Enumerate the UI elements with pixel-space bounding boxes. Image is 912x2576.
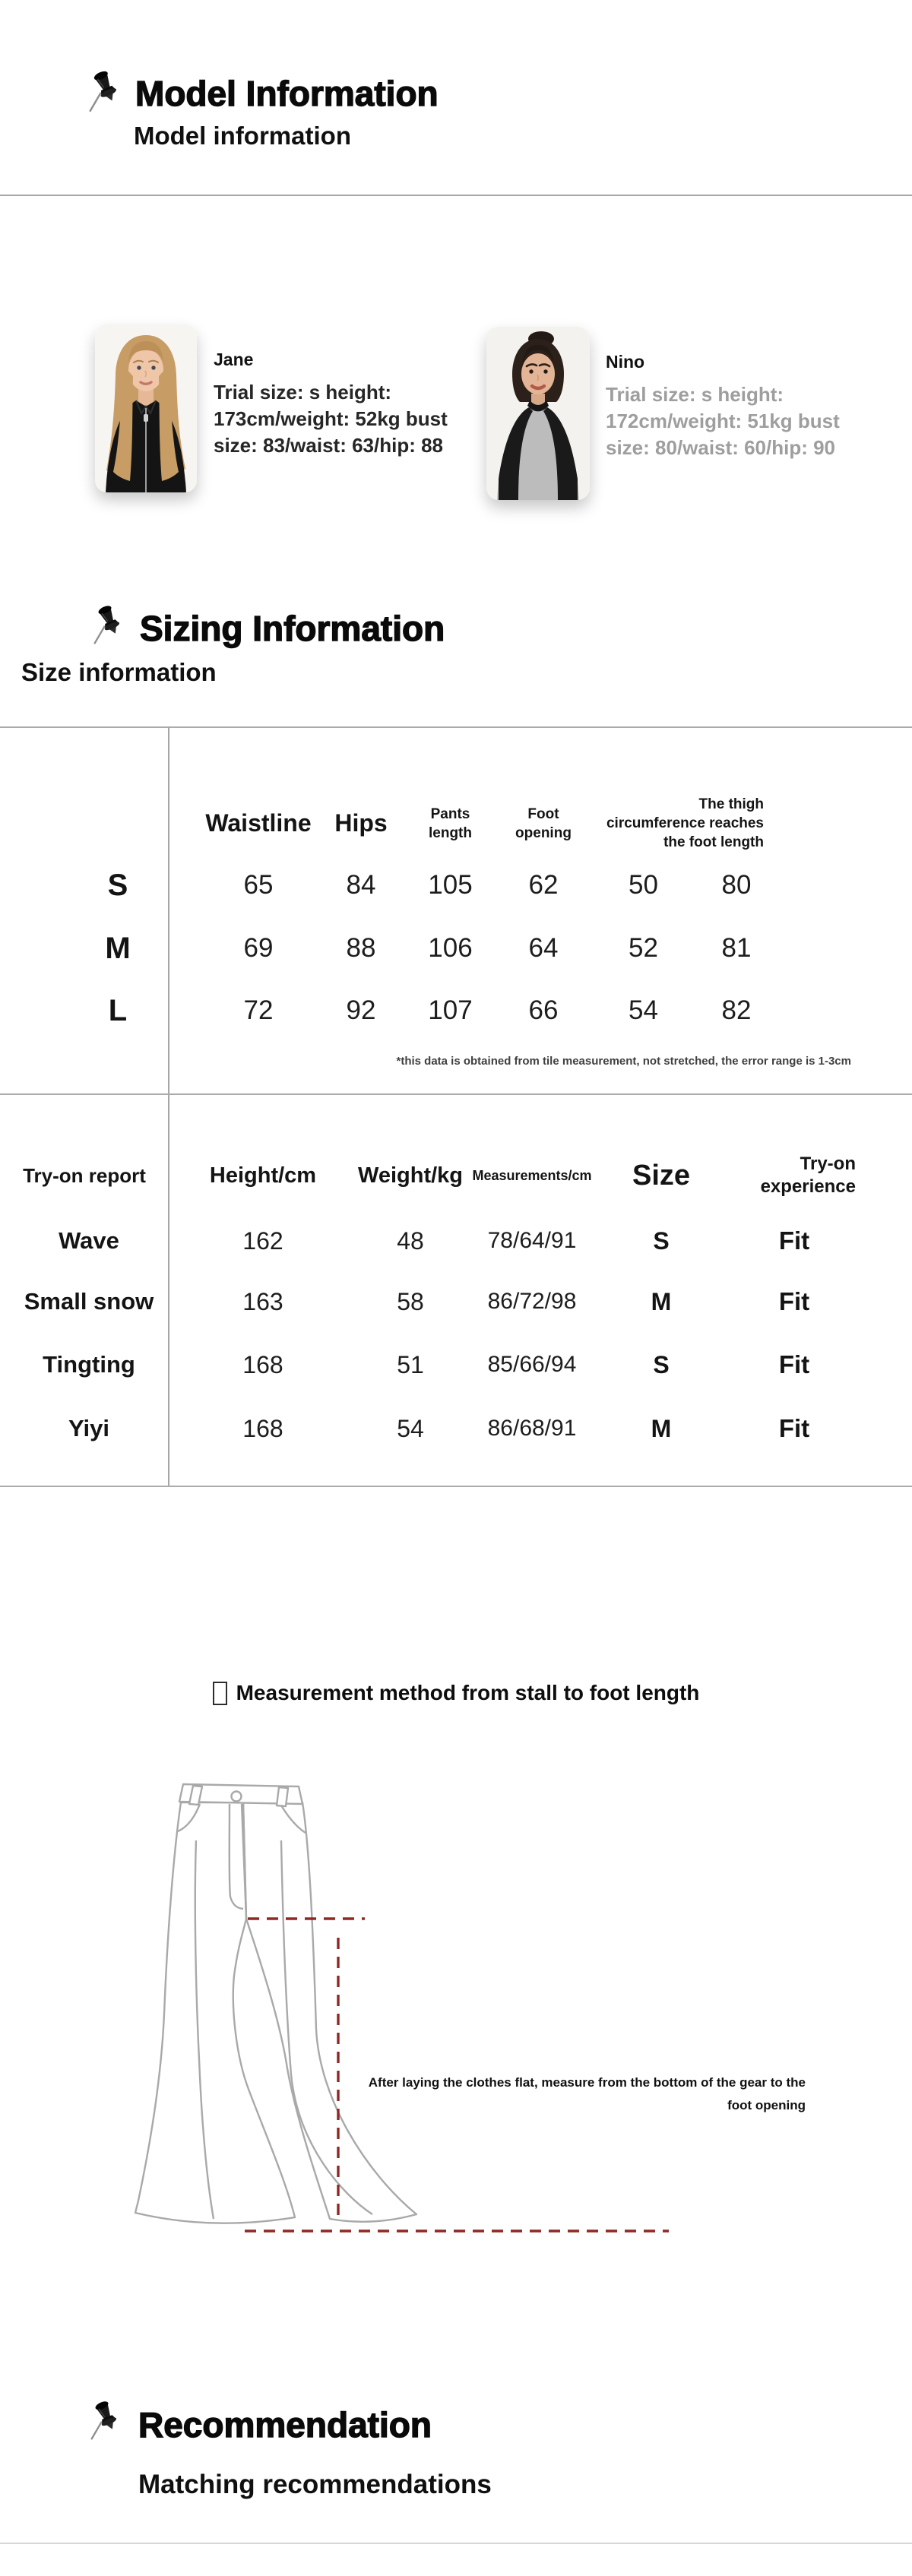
foot-opening-value: 64: [528, 933, 559, 963]
nino-portrait-illustration: [486, 327, 590, 500]
col-header-tryon-report: Try-on report: [23, 1163, 146, 1187]
col-header-waistline: Waistline: [205, 809, 312, 837]
weight-value: 54: [397, 1414, 424, 1442]
size-table-header-row: [0, 795, 859, 851]
col-header-weight: Weight/kg: [357, 1163, 464, 1188]
col-header-thigh-foot-length: The thigh circumference reaches the foot length: [606, 796, 764, 850]
model-stats: Trial size: s height: 173cm/weight: 52kg bust size: 83/waist: 63/hip: 88: [214, 381, 448, 457]
experience-value: Fit: [778, 1414, 810, 1442]
pants-length-value: 105: [428, 870, 473, 900]
model-photo-nino: [486, 327, 590, 500]
tester-name: Tingting: [43, 1351, 135, 1378]
tryon-row: [0, 1220, 866, 1262]
section-subtitle-recommendation: Matching recommendations: [138, 2470, 492, 2499]
experience-value: Fit: [778, 1287, 810, 1315]
hips-value: 92: [346, 995, 376, 1025]
tryon-header-row: [0, 1145, 866, 1206]
model-card-nino: [606, 352, 881, 461]
measurements-value: 78/64/91: [487, 1228, 577, 1253]
size-label: M: [105, 931, 131, 965]
section-title-recommendation: Recommendation: [138, 2405, 432, 2445]
table-bottom-divider: [0, 1486, 912, 1487]
measurements-value: 85/66/94: [487, 1352, 577, 1377]
measurement-heading: [0, 1681, 912, 1705]
model-card-jane: [214, 350, 489, 459]
col-header-measurements: Measurements/cm: [472, 1167, 592, 1183]
height-value: 168: [242, 1350, 283, 1378]
model-photo-jane: [95, 324, 197, 492]
col-header-size: Size: [632, 1159, 691, 1191]
foot-length-value: 82: [721, 995, 752, 1025]
foot-opening-value: 62: [528, 870, 559, 900]
size-table-row: [0, 989, 859, 1032]
weight-value: 58: [397, 1287, 424, 1315]
col-header-tryon-experience: Try-on experience: [760, 1154, 856, 1197]
foot-opening-value: 66: [528, 995, 559, 1025]
tester-name: Wave: [59, 1227, 119, 1254]
tryon-table: [0, 1095, 912, 1486]
size-label: S: [107, 868, 128, 902]
measurements-value: 86/68/91: [487, 1416, 577, 1441]
tester-name: Small snow: [24, 1288, 154, 1315]
size-value: M: [651, 1414, 672, 1442]
waistline-value: 65: [243, 870, 274, 900]
divider: [0, 195, 912, 196]
bottom-divider: [0, 2543, 912, 2544]
tryon-row: [0, 1407, 866, 1450]
thigh-value: 52: [629, 933, 658, 963]
pants-length-value: 107: [428, 995, 473, 1025]
hips-value: 88: [346, 933, 376, 963]
waistline-value: 72: [243, 995, 274, 1025]
height-value: 162: [242, 1226, 283, 1255]
tryon-row: [0, 1280, 866, 1323]
experience-value: Fit: [778, 1350, 810, 1378]
hips-value: 84: [346, 870, 376, 900]
waistline-value: 69: [243, 933, 274, 963]
pushpin-icon: [87, 2397, 122, 2442]
pants-length-value: 106: [428, 933, 473, 963]
size-value: S: [653, 1350, 670, 1378]
foot-length-value: 80: [721, 870, 752, 900]
size-table-row: [0, 864, 859, 907]
col-header-hips: Hips: [334, 809, 388, 837]
weight-value: 51: [397, 1350, 424, 1378]
section-title-model: Model Information: [135, 74, 439, 113]
placeholder-box-icon: [213, 1682, 227, 1705]
model-name: Nino: [606, 352, 645, 372]
thigh-value: 50: [629, 870, 658, 900]
section-subtitle-model: Model information: [134, 122, 351, 150]
size-label: L: [108, 993, 128, 1027]
tester-name: Yiyi: [68, 1415, 109, 1441]
col-header-pants-length: Pants length: [429, 805, 472, 841]
size-table-footnote: *this data is obtained from tile measurement, not stretched, the error range is 1-3cm: [396, 1055, 851, 1068]
size-table-row: [0, 927, 859, 970]
weight-value: 48: [397, 1226, 424, 1255]
height-value: 168: [242, 1414, 283, 1442]
measurement-heading-text: Measurement method from stall to foot length: [236, 1681, 700, 1704]
section-title-sizing: Sizing Information: [140, 609, 445, 648]
measurements-value: 86/72/98: [487, 1289, 577, 1314]
model-name: Jane: [214, 350, 254, 369]
col-header-foot-opening: Foot opening: [515, 805, 572, 841]
height-value: 163: [242, 1287, 283, 1315]
size-table: [0, 726, 912, 1093]
thigh-value: 54: [629, 995, 658, 1025]
pushpin-icon: [90, 602, 125, 646]
measurement-note: After laying the clothes flat, measure from the bottom of the gear to the foot opening: [368, 2075, 806, 2112]
size-value: M: [651, 1287, 672, 1315]
foot-length-value: 81: [721, 933, 752, 963]
section-subtitle-sizing: Size information: [21, 658, 217, 686]
col-header-height: Height/cm: [209, 1163, 317, 1188]
pants-measurement-diagram: [114, 1755, 828, 2257]
jane-portrait-illustration: [95, 324, 197, 492]
size-value: S: [653, 1226, 670, 1255]
experience-value: Fit: [778, 1226, 810, 1255]
tryon-row: [0, 1343, 866, 1386]
pushpin-icon: [85, 67, 122, 114]
model-stats: Trial size: s height: 172cm/weight: 51kg bust size: 80/waist: 60/hip: 90: [606, 383, 840, 459]
